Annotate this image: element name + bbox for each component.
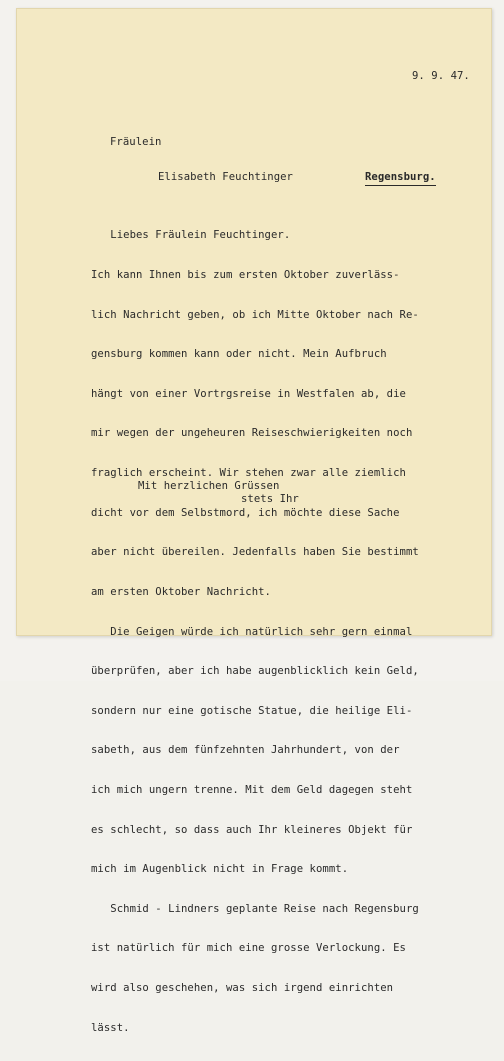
body-line: ich mich ungern trenne. Mit dem Geld dagegen steht (91, 783, 413, 796)
body-line: ist natürlich für mich eine grosse Verlockung. Es (91, 942, 406, 955)
body-line: sabeth, aus dem fünfzehnten Jahrhundert, von der (91, 744, 400, 757)
body-line: aber nicht übereilen. Jedenfalls haben Sie bestimmt (91, 546, 419, 559)
letter-body (91, 203, 419, 1061)
body-line: mir wegen der ungeheuren Reiseschwierigkeiten noch (91, 427, 413, 440)
recipient-city: Regensburg. (365, 171, 436, 186)
body-line: lich Nachricht geben, ob ich Mitte Oktober nach Re- (91, 308, 419, 321)
body-line: hängt von einer Vortrgsreise in Westfalen ab, die (91, 387, 406, 400)
body-line: Die Geigen würde ich natürlich sehr gern einmal (91, 625, 413, 638)
signoff-line: stets Ihr (241, 493, 299, 505)
body-line: überprüfen, aber ich habe augenblicklich kein Geld, (91, 665, 419, 678)
body-line: gensburg kommen kann oder nicht. Mein Aufbruch (91, 348, 387, 361)
body-line: dicht vor dem Selbstmord, ich möchte diese Sache (91, 506, 400, 519)
body-line: fraglich erscheint. Wir stehen zwar alle ziemlich (91, 467, 406, 480)
body-line: es schlecht, so dass auch Ihr kleineres Objekt für (91, 823, 413, 836)
closing-line: Mit herzlichen Grüssen (138, 480, 280, 492)
body-line: lässt. (91, 1021, 130, 1034)
body-line: sondern nur eine gotische Statue, die heilige Eli- (91, 704, 413, 717)
recipient-name: Elisabeth Feuchtinger (158, 171, 293, 183)
letter-date: 9. 9. 47. (412, 70, 470, 82)
body-line: mich im Augenblick nicht in Frage kommt. (91, 863, 349, 876)
letter-sheet (16, 8, 492, 1034)
body-line: am ersten Oktober Nachricht. (91, 585, 271, 598)
body-line: Ich kann Ihnen bis zum ersten Oktober zuverläss- (91, 269, 400, 282)
body-line: Liebes Fräulein Feuchtinger. (91, 229, 291, 242)
body-line: wird also geschehen, was sich irgend einrichten (91, 981, 394, 994)
body-line: Schmid - Lindners geplante Reise nach Regensburg (91, 902, 419, 915)
address-title: Fräulein (110, 136, 162, 148)
